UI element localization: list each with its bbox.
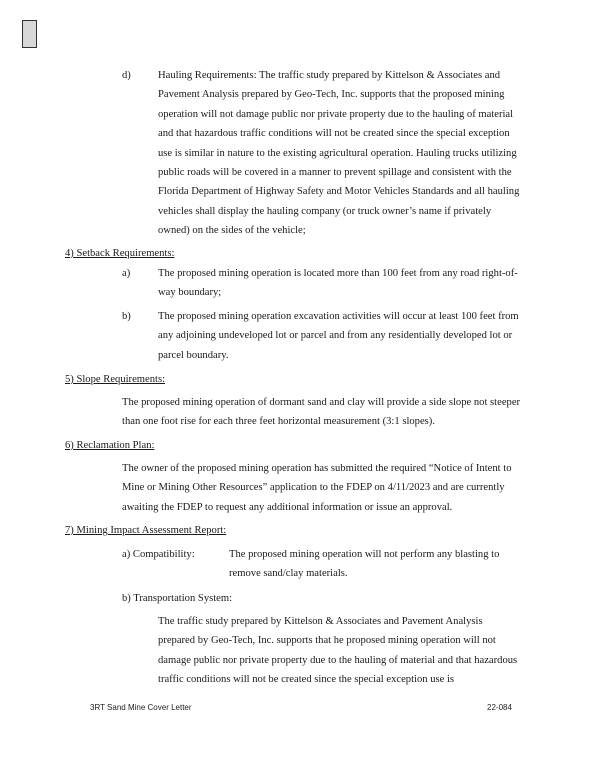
setback-item-a-marker: a) [122, 268, 131, 279]
reclamation-heading: 6) Reclamation Plan: [65, 440, 155, 451]
slope-text: The proposed mining operation of dormant sand and clay will provide a side slope not steeper than one foot rise for each three feet horizontal measurement (3:1 slopes). [122, 397, 521, 428]
setback-item-a-text: The proposed mining operation is located more than 100 feet from any road right-of-way boundary; [158, 268, 518, 299]
slope-paragraph [122, 393, 522, 432]
reclamation-paragraph [122, 459, 522, 517]
reclamation-text: The owner of the proposed mining operation has submitted the required “Notice of Intent to Mine or Mining Other Resources” application to the FDEP on 4/11/2023 and are currently awaiting the FDEP to request any additional information or issue an approval. [122, 463, 512, 513]
section-d-marker: d) [122, 70, 131, 81]
compatibility-text: The proposed mining operation will not perform any blasting to remove sand/clay materials. [229, 549, 500, 580]
setback-item-b [158, 307, 522, 365]
setback-item-b-text: The proposed mining operation excavation activities will occur at least 100 feet from any adjoining undeveloped lot or parcel and from any residentially developed lot or parcel boundary. [158, 311, 519, 361]
impact-heading: 7) Mining Impact Assessment Report: [65, 525, 227, 536]
transportation-text: The traffic study prepared by Kittelson & Associates and Pavement Analysis prepared by Geo-Tech, Inc. supports that he proposed mining operation will not damage public nor private property due to the hauling of material and that hazardous traffic conditions will not be created since the special exception use is [158, 616, 518, 686]
footer-left: 3RT Sand Mine Cover Letter [90, 703, 192, 712]
section-d-paragraph [158, 66, 522, 241]
page-corner-box [22, 20, 37, 48]
setback-item-b-marker: b) [122, 311, 131, 322]
slope-heading: 5) Slope Requirements: [65, 374, 166, 385]
section-d-text: Hauling Requirements: The traffic study prepared by Kittelson & Associates and Pavement Analysis prepared by Geo-Tech, Inc. supports that the proposed mining operation will not damage public nor private property due to the hauling of material and that hazardous traffic conditions will not be created since the special exception use is similar in nature to the existing agricultural operation. Hauling trucks utilizing public roads will be covered in a manner to prevent spillage and consistent with the Florida Department of Highway Safety and Motor Vehicles Standards and all hauling vehicles shall display the hauling company (or truck owner’s name if privately owned) on the sides of the vehicle; [158, 70, 520, 237]
transportation-paragraph [158, 612, 522, 690]
setback-heading: 4) Setback Requirements: [65, 248, 175, 259]
compatibility-label: a) Compatibility: [122, 549, 195, 560]
setback-item-a [158, 264, 522, 303]
footer-right: 22-084 [487, 703, 512, 712]
transportation-label: b) Transportation System: [122, 593, 233, 604]
compatibility-paragraph [229, 545, 525, 584]
